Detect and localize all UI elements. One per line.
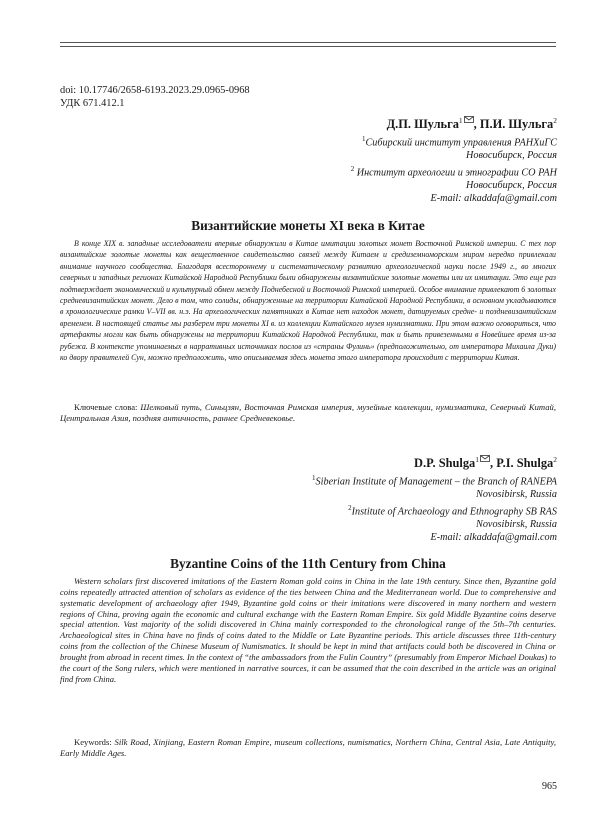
udc-line: УДК 671.412.1 [60,98,125,109]
en-title: Byzantine Coins of the 11th Century from China [170,556,446,571]
ru-affil-2-sup: 2 [350,164,355,173]
ru-abstract: В конце XIX в. западные исследователи впервые обнаружили в Китае имитации золотых монет Восточной Римской империи. С тех пор византийские золотые монеты как вещественное свидетельство связей между Китаем и средиземноморским миром нередко привлекали внимание научного сообщества. Благодаря всестороннему и систематическому развитию археологической науки после 1949 г., во многих северных и западных регионах Китайской Народной Республики были обнаружены византийские золотые монеты или их имитации. Это еще раз подтверждает экономический и культурный обмен между Поднебесной и Восточной Римской империей. Особое внимание привлекают 6 золотых средневизантийских монет. Дело в том, что солиды, обнаруженные на территории Китайской Народной Республики, в основном укладываются в хронологические рамки V–VII вв. н.э. На археологических памятниках в Китае нет находок монет, датируемых средне- и поздневизантийским временем. В настоящей статье мы разберем три монеты XI в. из коллекции Китайского музея нумизматики. При этом важно оговориться, что артефакты могли как быть обнаружены на территории Китайской Народной Республики, так и быть привезенными в Новейшее время из-за рубежа. В контексте упоминаемых в нарративных источниках послов из «страны Фулинь» (предположительно, от императора Михаила Дуки) ко двору правителей Сун, можно предположить, что описываемая здесь монета этого императора происходит с территории Китая. [60,239,556,363]
ru-keywords-label: Ключевые слова: [74,402,141,412]
ru-title: Византийские монеты XI века в Китае [191,218,425,233]
doi-line: doi: 10.17746/2658-6193.2023.29.0965-0968 [60,85,250,96]
page-number: 965 [542,781,557,792]
en-keywords [60,737,556,760]
envelope-icon [480,451,490,466]
header-rule-thin [60,46,556,47]
en-keywords-label: Keywords: [74,737,115,747]
en-affil-1-name: Siberian Institute of Management – the Branch of RANEPA [315,476,557,488]
ru-keywords [60,402,556,425]
header-rule-thick [60,42,556,43]
en-abstract: Western scholars first discovered imitations of the Eastern Roman gold coins in China in the late 19th century. Since then, Byzantine gold coins repeatedly attracted attention of scholars as evidence of the ties between China and the Mediterranean world. Due to comprehensive and systematic development of archaeology after 1949, Byzantine gold coins or their imitations were discovered in many northern and western regions of China, proving again the economic and cultural exchange with the Eastern Roman Empire. Six gold Middle Byzantine coins deserve special attention. Vast majority of the solidi discovered in China mainly corresponded to the chronological range of the 5th–7th centuries. Archaeological sites in China have no finds of coins dated to the Middle or Late Byzantine periods. This article discusses three 11th-century coins from the collection of the Chinese Museum of Numismatics. It should be kept in mind that artifacts could both be discovered in China or brought from abroad in recent times. In the context of “the ambassadors from the Fulin Country” (presumably from Emperor Michael Doukas) to the court of the Song rulers, which were mentioned in narrative sources, it can be assumed that the coin described in the article was an original find from China. [60,576,556,684]
en-affil-1-city: Novosibirsk, Russia [476,489,557,501]
ru-affil-2-name: Институт археологии и этнографии СО РАН [356,167,557,179]
en-author-1-sup: 1 [475,455,479,464]
ru-affil-1 [157,133,557,150]
en-email: E-mail: alkaddafa@gmail.com [430,531,557,543]
en-affil-2-sup: 2 [348,503,352,512]
en-authors [414,451,557,471]
en-keywords-list: Silk Road, Xinjiang, Eastern Roman Empire, museum collections, numismatics, Northern China, Central Asia, Late Antiquity, Early Middle Ages. [60,737,556,759]
en-affiliations [157,472,557,544]
ru-author-1-sup: 1 [458,116,463,125]
ru-email: E-mail: alkaddafa@gmail.com [430,192,557,204]
envelope-icon [464,112,474,127]
ru-affiliations [157,133,557,205]
ru-author-2: П.И. Шульга [479,117,554,132]
ru-author-1: Д.П. Шульга [386,117,459,132]
en-affil-2 [157,502,557,519]
ru-author-2-sup: 2 [553,116,557,125]
ru-keywords-list: Шелковый путь, Синьцзян, Восточная Римская империя, музейные коллекции, нумизматика, Северный Китай, Центральная Азия, поздняя античность, раннее Средневековье. [60,402,556,424]
en-author-separator: , [489,456,497,471]
en-author-1: D.P. Shulga [414,456,476,471]
ru-affil-2-city: Новосибирск, Россия [466,179,557,191]
ru-affil-1-name: Сибирский институт управления РАНХиГС [365,137,557,149]
en-affil-1 [157,472,557,489]
en-affil-2-city: Novosibirsk, Russia [476,518,557,530]
ru-affil-2 [157,163,557,180]
ru-affil-1-sup: 1 [361,135,366,143]
en-author-2: P.I. Shulga [496,456,554,471]
ru-affil-1-city: Новосибирск, Россия [466,150,557,162]
en-affil-1-sup: 1 [312,474,316,482]
ru-author-separator: , [473,117,480,132]
en-author-2-sup: 2 [553,455,557,464]
en-affil-2-name: Institute of Archaeology and Ethnography SB RAS [351,506,557,518]
ru-authors [387,112,557,132]
